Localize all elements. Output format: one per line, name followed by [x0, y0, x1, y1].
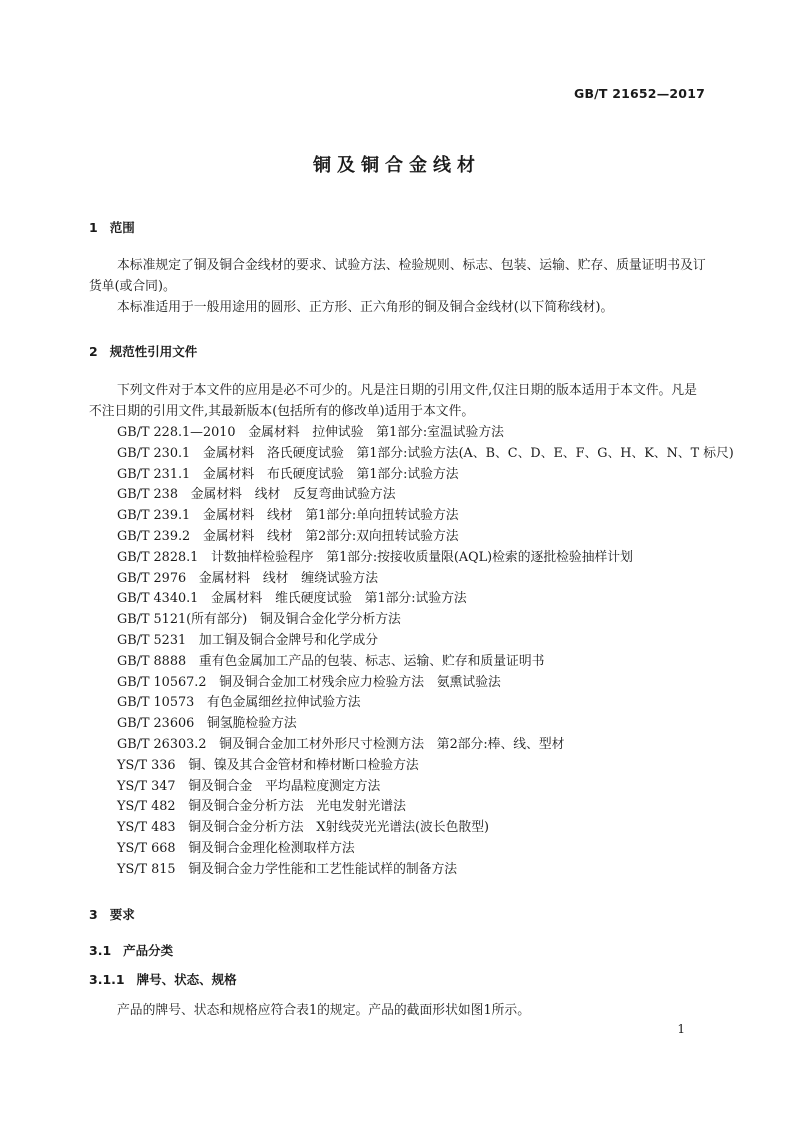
reference-item: GB/T 239.2 金属材料 线材 第2部分:双向扭转试验方法 [117, 528, 459, 544]
reference-item: GB/T 10573 有色金属细丝拉伸试验方法 [117, 695, 361, 711]
reference-item: GB/T 228.1—2010 金属材料 拉伸试验 第1部分:室温试验方法 [117, 425, 504, 440]
section-3-1-1-heading [89, 970, 237, 988]
page-number: 1 [677, 1022, 685, 1036]
section-3-heading [89, 905, 135, 923]
section-title: 牌号、状态、规格 [136, 972, 237, 987]
reference-item: YS/T 347 铜及铜合金 平均晶粒度测定方法 [117, 778, 381, 794]
normative-references-list [117, 423, 734, 881]
reference-item: GB/T 23606 铜氢脆检验方法 [117, 716, 297, 732]
references-intro: 下列文件对于本文件的应用是必不可少的。凡是注日期的引用文件,仅注日期的版本适用于本文件。凡是不注日期的引用文件,其最新版本(包括所有的修改单)适用于本文件。 [89, 383, 697, 419]
section-3-1-heading [89, 941, 173, 959]
reference-item: YS/T 668 铜及铜合金理化检测取样方法 [117, 840, 355, 856]
reference-item: GB/T 10567.2 铜及铜合金加工材残余应力检验方法 氨熏试验法 [117, 674, 501, 690]
scope-paragraph-1: 本标准规定了铜及铜合金线材的要求、试验方法、检验规则、标志、包装、运输、贮存、质量证明书及订货单(或合同)。 [89, 258, 706, 294]
reference-item: GB/T 230.1 金属材料 洛氏硬度试验 第1部分:试验方法(A、B、C、D、E、F、G、H、K、N、T 标尺) [117, 445, 734, 461]
reference-item: GB/T 5121(所有部分) 铜及铜合金化学分析方法 [117, 612, 401, 628]
section-title: 产品分类 [123, 943, 174, 958]
reference-item: GB/T 231.1 金属材料 布氏硬度试验 第1部分:试验方法 [117, 466, 459, 482]
reference-item: GB/T 8888 重有色金属加工产品的包装、标志、运输、贮存和质量证明书 [117, 653, 545, 669]
reference-item: GB/T 238 金属材料 线材 反复弯曲试验方法 [117, 487, 396, 503]
reference-item: YS/T 482 铜及铜合金分析方法 光电发射光谱法 [117, 799, 406, 815]
section-3-1-1-paragraph: 产品的牌号、状态和规格应符合表1的规定。产品的截面形状如图1所示。 [117, 1003, 530, 1018]
reference-item: GB/T 2976 金属材料 线材 缠绕试验方法 [117, 570, 379, 586]
standard-code: GB/T 21652—2017 [573, 86, 705, 101]
reference-item: GB/T 239.1 金属材料 线材 第1部分:单向扭转试验方法 [117, 508, 459, 524]
section-2-heading [89, 342, 197, 360]
section-number: 3.1 [89, 943, 112, 958]
reference-item: GB/T 5231 加工铜及铜合金牌号和化学成分 [117, 632, 379, 648]
reference-item: GB/T 4340.1 金属材料 维氏硬度试验 第1部分:试验方法 [117, 591, 467, 607]
section-number: 3 [89, 907, 98, 922]
section-title: 要求 [109, 907, 135, 922]
document-title: 铜及铜合金线材 [313, 155, 481, 176]
section-number: 1 [89, 220, 98, 235]
reference-item: YS/T 483 铜及铜合金分析方法 X射线荧光光谱法(波长色散型) [117, 820, 489, 836]
reference-item: GB/T 2828.1 计数抽样检验程序 第1部分:按接收质量限(AQL)检索的逐批检验抽样计划 [117, 549, 633, 565]
reference-item: GB/T 26303.2 铜及铜合金加工材外形尺寸检测方法 第2部分:棒、线、型材 [117, 736, 565, 752]
scope-paragraph-2: 本标准适用于一般用途用的圆形、正方形、正六角形的铜及铜合金线材(以下简称线材)。 [117, 300, 614, 315]
reference-item: YS/T 336 铜、镍及其合金管材和棒材断口检验方法 [117, 757, 419, 773]
section-title: 范围 [109, 220, 135, 235]
reference-item: YS/T 815 铜及铜合金力学性能和工艺性能试样的制备方法 [117, 861, 458, 877]
section-number: 2 [89, 344, 98, 359]
section-number: 3.1.1 [89, 972, 125, 987]
section-title: 规范性引用文件 [109, 344, 198, 359]
section-1-heading [89, 218, 135, 236]
